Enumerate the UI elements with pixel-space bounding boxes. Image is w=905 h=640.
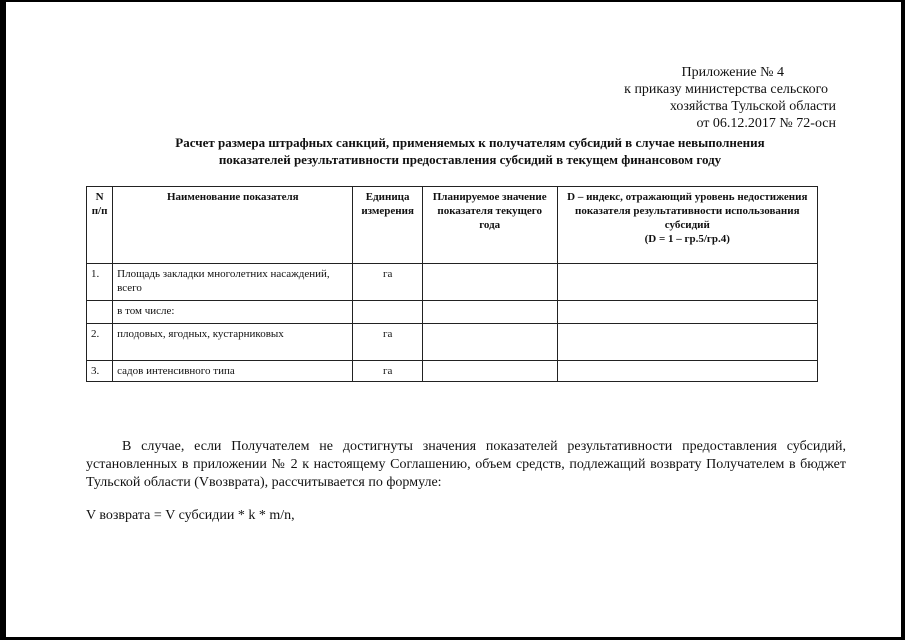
row-unit: [353, 301, 422, 324]
row-num: 1.: [87, 264, 113, 301]
table-header-row: [87, 187, 818, 264]
row-index: [557, 301, 817, 324]
row-name: плодовых, ягодных, кустарниковых: [113, 324, 353, 361]
header-unit: Единица измерения: [353, 187, 422, 264]
header-index-text: D – индекс, отражающий уровень недостижения показателя результативности использования субсидий: [567, 191, 808, 231]
page-border-top: [0, 0, 905, 2]
row-name: садов интенсивного типа: [113, 361, 353, 382]
paragraph-text: В случае, если Получателем не достигнуты значения показателей результативности предоставления субсидий, установленных в приложении № 2 к настоящему Соглашению, объем средств, подлежащий возврату Получателем в бюджет Тульской области (Vвозврата), рассчитывается по формуле:: [86, 439, 846, 490]
penalty-table: [86, 186, 818, 382]
title-line-2: показателей результативности предоставления субсидий в текущем финансовом году: [218, 152, 722, 167]
table-row: [87, 324, 818, 361]
table-row: [87, 264, 818, 301]
title-line-1: Расчет размера штрафных санкций, применяемых к получателям субсидий в случае невыполнения: [175, 135, 765, 150]
header-planned: Планируемое значение показателя текущего года: [422, 187, 557, 264]
header-index-formula: (D = 1 – гр.5/гр.4): [644, 233, 730, 245]
row-num: 3.: [87, 361, 113, 382]
page-border-right: [901, 0, 905, 640]
row-name: в том числе:: [113, 301, 353, 324]
header-name: Наименование показателя: [113, 187, 353, 264]
row-num: [87, 301, 113, 324]
row-name: Площадь закладки многолетних насаждений, всего: [113, 264, 353, 301]
row-num: 2.: [87, 324, 113, 361]
row-planned: [422, 264, 557, 301]
header-index: [557, 187, 817, 264]
appendix-header: [560, 64, 840, 132]
row-planned: [422, 301, 557, 324]
appendix-order-ref: к приказу министерства сельского: [624, 82, 828, 97]
row-index: [557, 361, 817, 382]
page-border-left: [0, 0, 6, 640]
document-title: [40, 134, 900, 168]
row-unit: га: [353, 324, 422, 361]
appendix-ministry: хозяйства Тульской области: [669, 99, 836, 114]
row-unit: га: [353, 361, 422, 382]
refund-paragraph: [86, 438, 846, 492]
row-planned: [422, 324, 557, 361]
row-index: [557, 264, 817, 301]
table-row: [87, 301, 818, 324]
appendix-date: от 06.12.2017 № 72-осн: [696, 116, 836, 131]
row-index: [557, 324, 817, 361]
refund-formula: V возврата = V субсидии * k * m/n,: [86, 508, 295, 523]
row-planned: [422, 361, 557, 382]
table-row: [87, 361, 818, 382]
appendix-number: Приложение № 4: [681, 65, 784, 80]
header-num: N п/п: [87, 187, 113, 264]
row-unit: га: [353, 264, 422, 301]
